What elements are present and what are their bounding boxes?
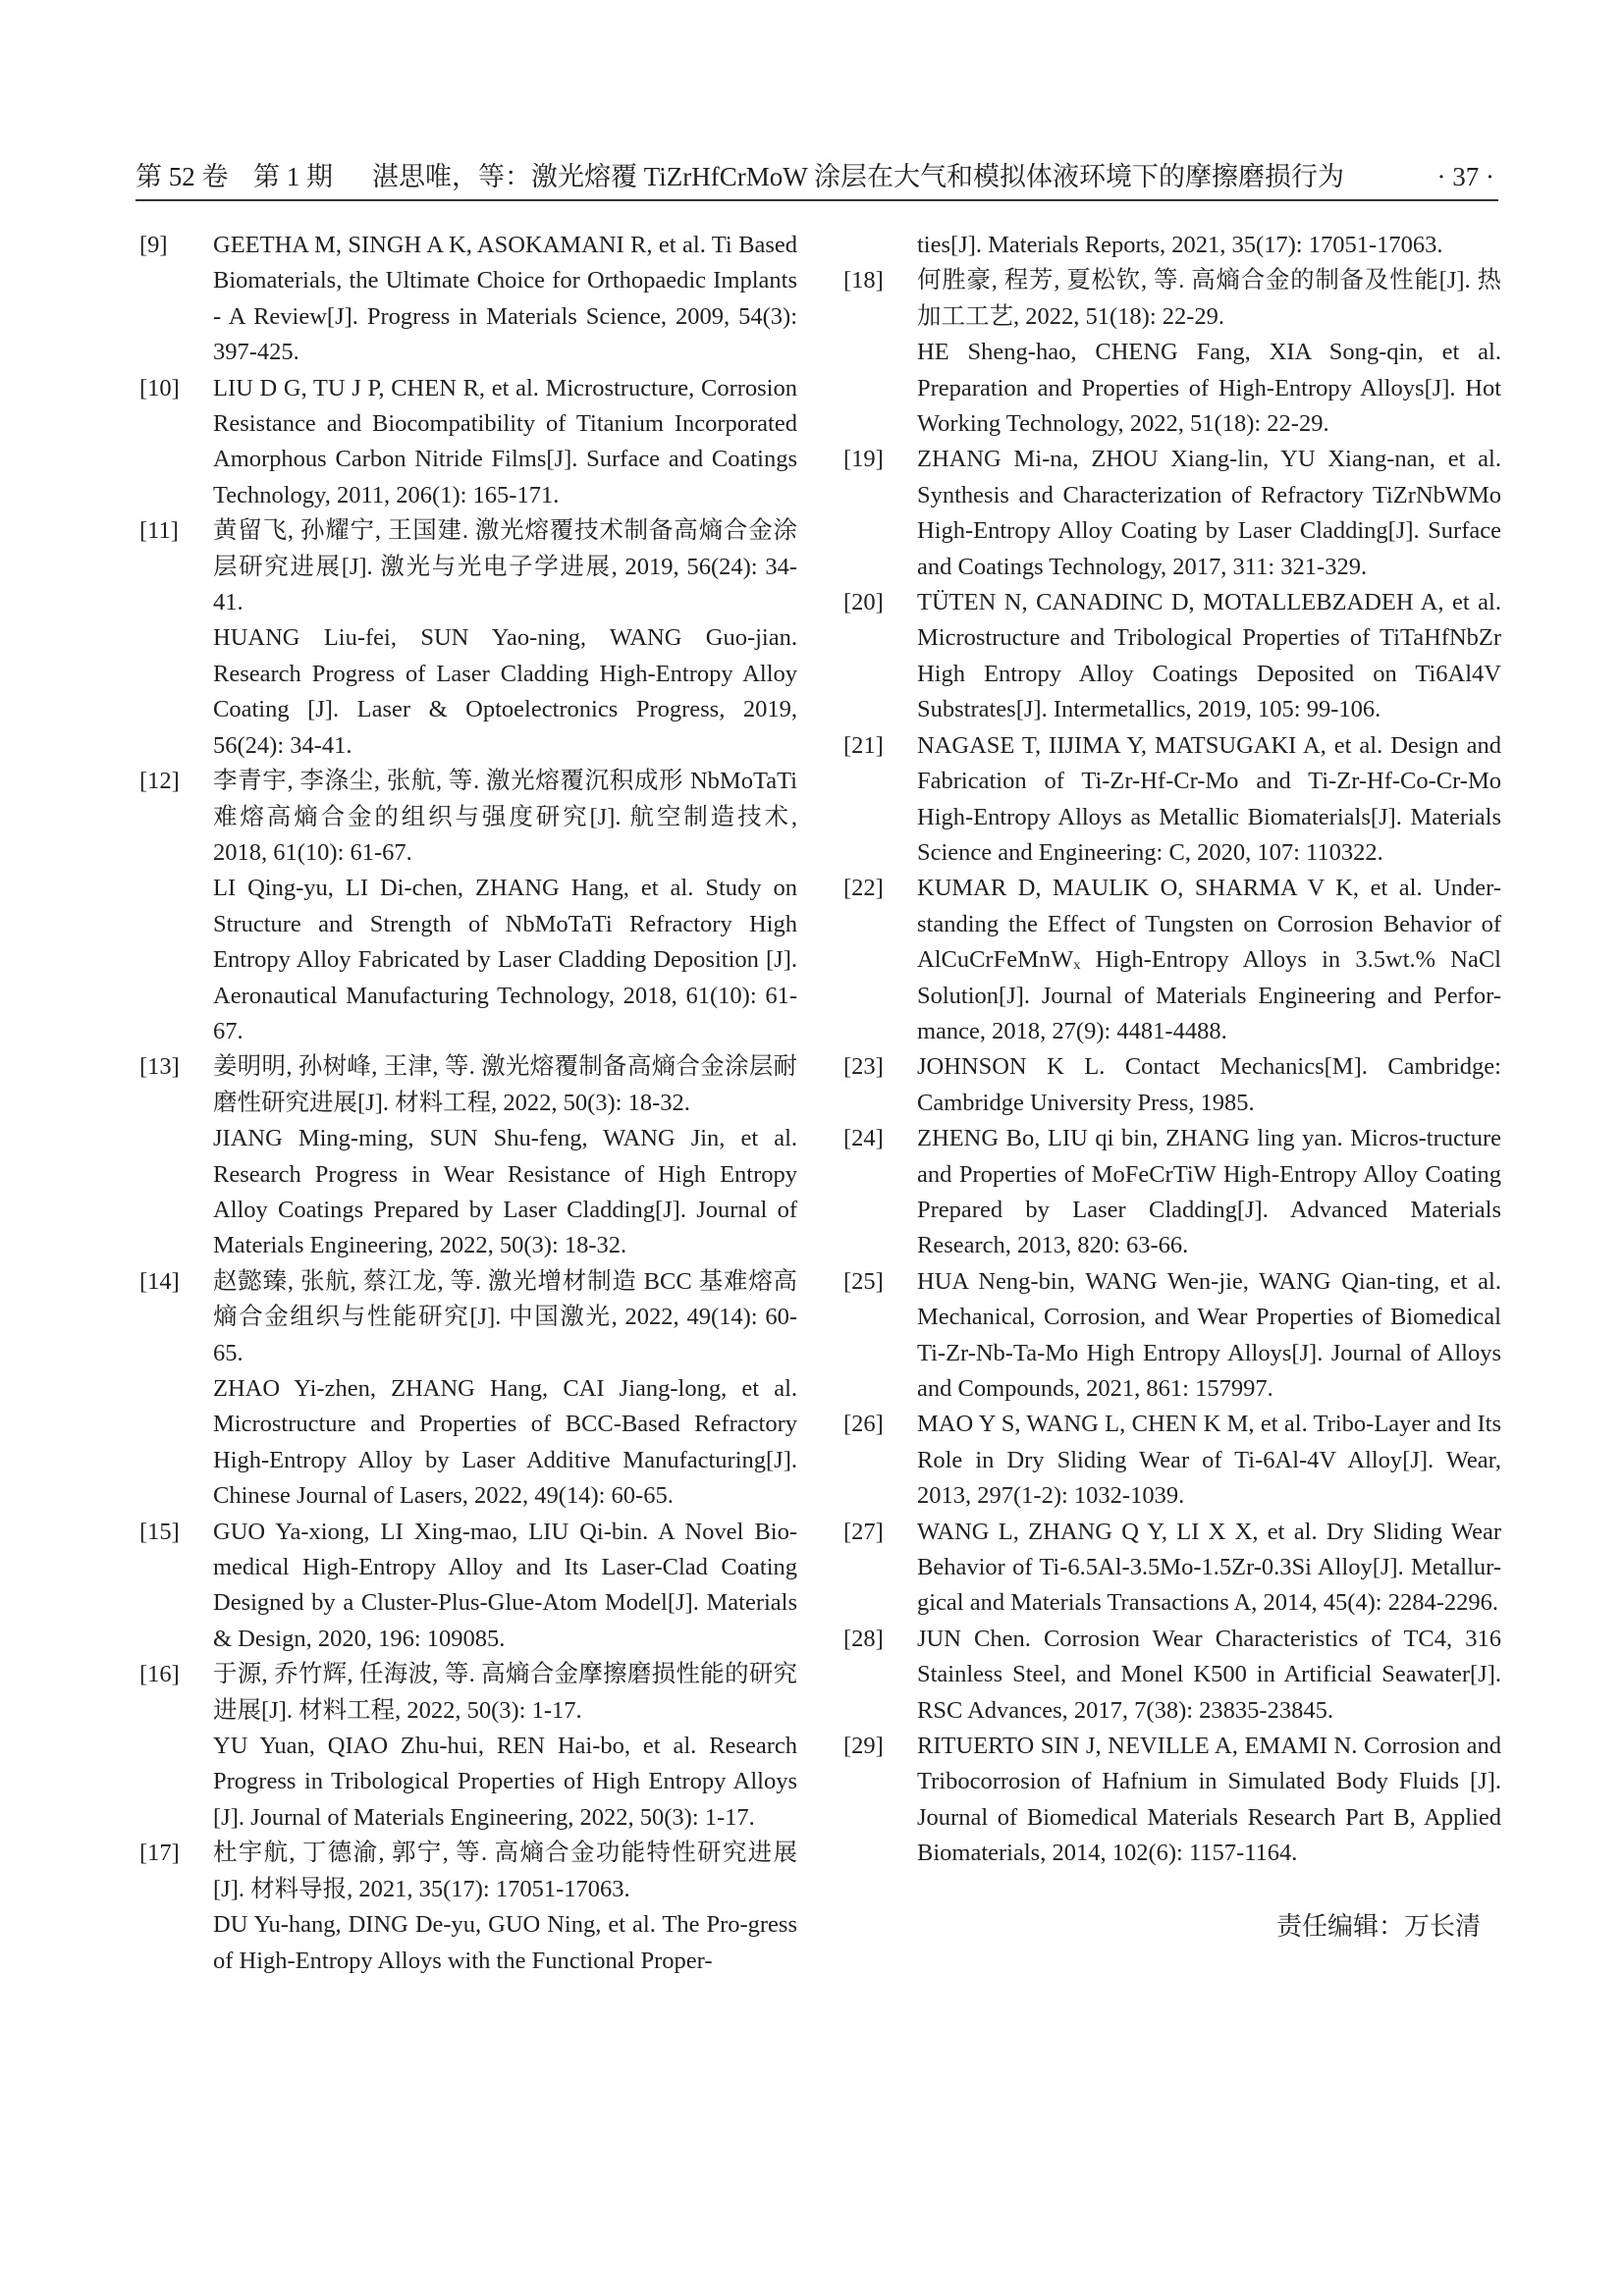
- reference-entry: [843, 1407, 1501, 1514]
- reference-entry: [139, 513, 797, 764]
- reference-text-english: HE Sheng-hao, CHENG Fang, XIA Song-qin, et al. Preparation and Properties of High-Entropy Alloys[J]. Hot Working Technology, 2022, 51(18): 22-29.: [917, 339, 1501, 438]
- reference-number: [29]: [843, 1733, 884, 1760]
- reference-text-chinese: 何胜豪, 程芳, 夏松钦, 等. 高熵合金的制备及性能[J]. 热加工工艺, 2022, 51(18): 22-29.: [917, 267, 1501, 330]
- responsible-editor: 责任编辑：万长清: [1276, 1912, 1482, 1941]
- reference-text-english: GEETHA M, SINGH A K, ASOKAMANI R, et al. Ti Based Biomaterials, the Ultimate Choice for Orthopaedic Implants - A Review[J]. Progress in Materials Science, 2009, 54(3): 397-425.: [213, 232, 797, 366]
- reference-text-chinese: 黄留飞, 孙耀宁, 王国建. 激光熔覆技术制备高熵合金涂层研究进展[J]. 激光与光电子学进展, 2019, 56(24): 34-41.: [213, 517, 797, 616]
- reference-number: [25]: [843, 1267, 884, 1295]
- reference-text-english: LIU D G, TU J P, CHEN R, et al. Microstructure, Corrosion Resistance and Biocompatibility of Titanium Incorporated Amorphous Carbon Nitride Films[J]. Surface and Coatings Technology, 2011, 206(1): 165-171.: [213, 374, 797, 508]
- reference-number: [16]: [139, 1661, 180, 1688]
- reference-entry: [139, 1657, 797, 1836]
- running-header: [135, 157, 1498, 196]
- reference-text-english: MAO Y S, WANG L, CHEN K M, et al. Tribo-Layer and Its Role in Dry Sliding Wear of Ti-6Al-4V Alloy[J]. Wear, 2013, 297(1-2): 1032-1039.: [917, 1411, 1501, 1510]
- reference-text-english: LI Qing-yu, LI Di-chen, ZHANG Hang, et al. Study on Structure and Strength of NbMoTaTi Refractory High Entropy Alloy Fabricated by Laser Cladding Deposition [J]. Aeronautical Manufacturing Technology, 2018, 61(10): 61-67.: [213, 875, 797, 1044]
- reference-text-english: WANG L, ZHANG Q Y, LI X X, et al. Dry Sliding Wear Behavior of Ti-6.5Al-3.5Mo-1.5Zr-0.3Si Alloy[J]. Metallur-gical and Materials Transactions A, 2014, 45(4): 2284-2296.: [917, 1518, 1501, 1617]
- reference-column-right: [843, 228, 1501, 1872]
- reference-text-english: HUANG Liu-fei, SUN Yao-ning, WANG Guo-jian. Research Progress of Laser Cladding High-Entropy Alloy Coating [J]. Laser & Optoelectronics Progress, 2019, 56(24): 34-41.: [213, 624, 797, 759]
- reference-text-english: DU Yu-hang, DING De-yu, GUO Ning, et al. The Pro-gress of High-Entropy Alloys with the Functional Proper-: [213, 1911, 797, 1974]
- reference-text-chinese: 姜明明, 孙树峰, 王津, 等. 激光熔覆制备高熵合金涂层耐磨性研究进展[J]. 材料工程, 2022, 50(3): 18-32.: [213, 1053, 797, 1116]
- reference-entry: [843, 1515, 1501, 1622]
- reference-number: [27]: [843, 1518, 884, 1545]
- reference-entry: [843, 728, 1501, 872]
- reference-number: [20]: [843, 589, 884, 616]
- reference-continuation: ties[J]. Materials Reports, 2021, 35(17): 17051-17063.: [917, 232, 1443, 258]
- reference-number: [18]: [843, 267, 884, 294]
- reference-number: [26]: [843, 1411, 884, 1438]
- reference-entry: [139, 1049, 797, 1263]
- reference-entry: [843, 442, 1501, 585]
- reference-entry: [843, 585, 1501, 728]
- reference-entry: [843, 1729, 1501, 1872]
- reference-entry: [843, 1049, 1501, 1121]
- reference-text-english: TÜTEN N, CANADINC D, MOTALLEBZADEH A, et al. Microstructure and Tribological Properties of TiTaHfNbZr High Entropy Alloy Coatings Deposited on Ti6Al4V Substrates[J]. Intermetallics, 2019, 105: 99-106.: [917, 589, 1501, 723]
- reference-text-english: ZHENG Bo, LIU qi bin, ZHANG ling yan. Micros-tructure and Properties of MoFeCrTiW High-Entropy Alloy Coating Prepared by Laser Cladding[J]. Advanced Materials Research, 2013, 820: 63-66.: [917, 1125, 1501, 1259]
- header-rule: [135, 199, 1498, 201]
- reference-entry: [139, 764, 797, 1049]
- reference-text-english: NAGASE T, IIJIMA Y, MATSUGAKI A, et al. Design and Fabrication of Ti-Zr-Hf-Cr-Mo and Ti-Zr-Hf-Co-Cr-Mo High-Entropy Alloys as Metallic Biomaterials[J]. Materials Science and Engineering: C, 2020, 107: 110322.: [917, 731, 1501, 866]
- reference-text-english: GUO Ya-xiong, LI Xing-mao, LIU Qi-bin. A Novel Bio-medical High-Entropy Alloy and Its Laser-Clad Coating Designed by a Cluster-Plus-Glue-Atom Model[J]. Materials & Design, 2020, 196: 109085.: [213, 1518, 797, 1652]
- issue-label: 第 1 期: [253, 162, 333, 191]
- reference-number: [23]: [843, 1053, 884, 1081]
- reference-number: [10]: [139, 374, 180, 401]
- reference-number: [13]: [139, 1053, 180, 1081]
- volume-label: 第 52 卷: [135, 162, 229, 191]
- reference-number: [22]: [843, 875, 884, 902]
- reference-number: [11]: [139, 517, 179, 545]
- reference-entry: [139, 1515, 797, 1658]
- reference-text-english: HUA Neng-bin, WANG Wen-jie, WANG Qian-ting, et al. Mechanical, Corrosion, and Wear Properties of Biomedical Ti-Zr-Nb-Ta-Mo High Entropy Alloys[J]. Journal of Alloys and Compounds, 2021, 861: 157997.: [917, 1267, 1501, 1402]
- reference-text-english: ZHAO Yi-zhen, ZHANG Hang, CAI Jiang-long, et al. Microstructure and Properties of BCC-Based Refractory High-Entropy Alloy by Laser Additive Manufacturing[J]. Chinese Journal of Lasers, 2022, 49(14): 60-65.: [213, 1375, 797, 1510]
- reference-number: [24]: [843, 1125, 884, 1152]
- reference-text-chinese: 杜宇航, 丁德渝, 郭宁, 等. 高熵合金功能特性研究进展[J]. 材料导报, 2021, 35(17): 17051-17063.: [213, 1840, 797, 1902]
- reference-text-chinese: 赵懿臻, 张航, 蔡江龙, 等. 激光增材制造 BCC 基难熔高熵合金组织与性能研究[J]. 中国激光, 2022, 49(14): 60-65.: [213, 1267, 797, 1366]
- reference-entry: [139, 228, 797, 371]
- reference-entry: [139, 1264, 797, 1515]
- reference-number: [9]: [139, 232, 168, 258]
- reference-text-english: ZHANG Mi-na, ZHOU Xiang-lin, YU Xiang-nan, et al. Synthesis and Characterization of Refractory TiZrNbWMo High-Entropy Alloy Coating by Laser Cladding[J]. Surface and Coatings Technology, 2017, 311: 321-329.: [917, 446, 1501, 580]
- reference-entry: [843, 1121, 1501, 1264]
- reference-text-english: YU Yuan, QIAO Zhu-hui, REN Hai-bo, et al. Research Progress in Tribological Properties of High Entropy Alloys [J]. Journal of Materials Engineering, 2022, 50(3): 1-17.: [213, 1733, 797, 1831]
- page-number: · 37 ·: [1436, 162, 1494, 191]
- reference-text-english: JIANG Ming-ming, SUN Shu-feng, WANG Jin, et al. Research Progress in Wear Resistance of High Entropy Alloy Coatings Prepared by Laser Cladding[J]. Journal of Materials Engineering, 2022, 50(3): 18-32.: [213, 1125, 797, 1259]
- reference-entry: [843, 871, 1501, 1049]
- reference-entry: [843, 263, 1501, 442]
- reference-number: [12]: [139, 768, 180, 795]
- reference-text-chinese: 于源, 乔竹辉, 任海波, 等. 高熵合金摩擦磨损性能的研究进展[J]. 材料工程, 2022, 50(3): 1-17.: [213, 1661, 797, 1724]
- reference-number: [21]: [843, 731, 884, 759]
- article-running-title: 湛思唯，等：激光熔覆 TiZrHfCrMoW 涂层在大气和模拟体液环境下的摩擦磨损行为: [372, 162, 1345, 191]
- reference-text-english: JUN Chen. Corrosion Wear Characteristics of TC4, 316 Stainless Steel, and Monel K500 in Artificial Seawater[J]. RSC Advances, 2017, 7(38): 23835-23845.: [917, 1625, 1501, 1724]
- reference-number: [15]: [139, 1518, 180, 1545]
- reference-text-english: KUMAR D, MAULIK O, SHARMA V K, et al. Under-standing the Effect of Tungsten on Corrosion Behavior of AlCuCrFeMnWₓ High-Entropy Alloys in 3.5wt.% NaCl Solution[J]. Journal of Materials Engineering and Perfor-mance, 2018, 27(9): 4481-4488.: [917, 875, 1501, 1044]
- reference-text-chinese: 李青宇, 李涤尘, 张航, 等. 激光熔覆沉积成形 NbMoTaTi 难熔高熵合金的组织与强度研究[J]. 航空制造技术, 2018, 61(10): 61-67.: [213, 768, 797, 866]
- reference-text-english: JOHNSON K L. Contact Mechanics[M]. Cambridge: Cambridge University Press, 1985.: [917, 1053, 1501, 1116]
- reference-entry: [139, 371, 797, 514]
- reference-number: [17]: [139, 1840, 180, 1867]
- reference-text-english: RITUERTO SIN J, NEVILLE A, EMAMI N. Corrosion and Tribocorrosion of Hafnium in Simulated Body Fluids [J]. Journal of Biomedical Materials Research Part B, Applied Biomaterials, 2014, 102(6): 1157-1164.: [917, 1733, 1501, 1867]
- reference-column-left: [139, 228, 797, 1979]
- reference-entry: [843, 1264, 1501, 1408]
- reference-entry: [843, 1622, 1501, 1729]
- reference-entry: [139, 1836, 797, 1979]
- reference-number: [14]: [139, 1267, 180, 1295]
- reference-number: [19]: [843, 446, 884, 473]
- reference-number: [28]: [843, 1625, 884, 1652]
